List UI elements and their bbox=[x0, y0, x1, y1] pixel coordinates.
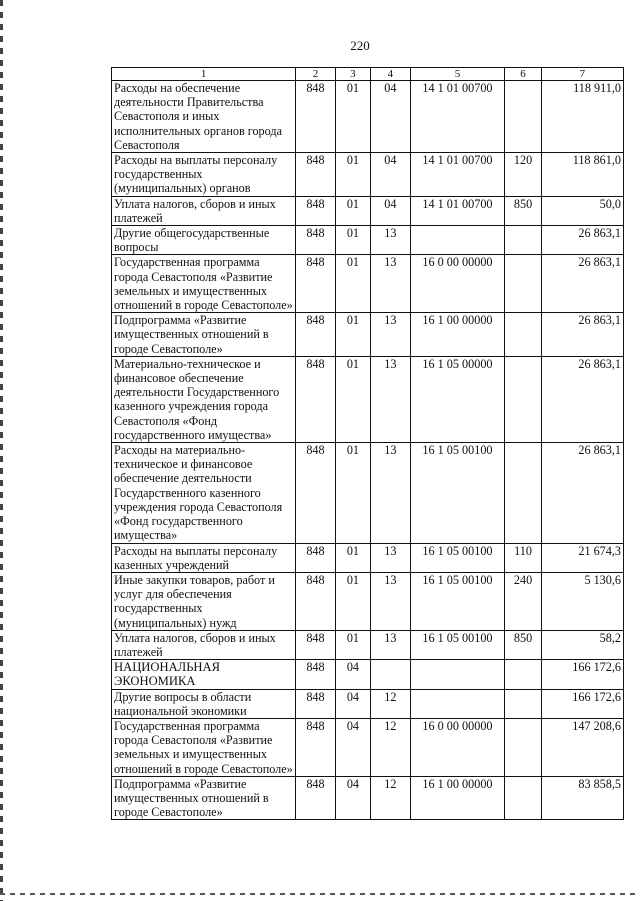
row-section: 01 bbox=[335, 196, 370, 225]
row-target-article bbox=[410, 226, 505, 255]
row-expense-type: 110 bbox=[505, 543, 541, 572]
row-section: 01 bbox=[335, 356, 370, 442]
row-subsection: 13 bbox=[371, 313, 411, 357]
row-ministry-code: 848 bbox=[296, 572, 336, 630]
row-target-article: 16 1 05 00100 bbox=[410, 543, 505, 572]
row-subsection: 04 bbox=[371, 153, 411, 197]
scan-edge-bottom bbox=[0, 893, 640, 895]
row-ministry-code: 848 bbox=[296, 255, 336, 313]
row-expense-type bbox=[505, 81, 541, 153]
col-header-7: 7 bbox=[541, 68, 623, 81]
table-row bbox=[112, 196, 624, 225]
row-section: 01 bbox=[335, 313, 370, 357]
row-ministry-code: 848 bbox=[296, 776, 336, 820]
table-row bbox=[112, 313, 624, 357]
row-expense-type: 120 bbox=[505, 153, 541, 197]
row-name: Расходы на выплаты персоналу государственных (муниципальных) органов bbox=[112, 153, 296, 197]
row-target-article bbox=[410, 689, 505, 718]
row-name: НАЦИОНАЛЬНАЯ ЭКОНОМИКА bbox=[112, 660, 296, 689]
table-row bbox=[112, 543, 624, 572]
row-subsection: 13 bbox=[371, 630, 411, 659]
row-name: Расходы на обеспечение деятельности Правительства Севастополя и иных исполнительных органов города Севастополя bbox=[112, 81, 296, 153]
row-target-article: 14 1 01 00700 bbox=[410, 153, 505, 197]
row-target-article: 16 1 05 00100 bbox=[410, 443, 505, 543]
row-ministry-code: 848 bbox=[296, 81, 336, 153]
table-row bbox=[112, 718, 624, 776]
row-ministry-code: 848 bbox=[296, 543, 336, 572]
row-expense-type: 850 bbox=[505, 630, 541, 659]
row-section: 04 bbox=[335, 718, 370, 776]
table-row bbox=[112, 356, 624, 442]
row-target-article: 16 1 05 00000 bbox=[410, 356, 505, 442]
row-amount: 5 130,6 bbox=[541, 572, 623, 630]
table-row bbox=[112, 572, 624, 630]
row-expense-type bbox=[505, 443, 541, 543]
row-section: 01 bbox=[335, 543, 370, 572]
row-section: 01 bbox=[335, 443, 370, 543]
row-subsection: 04 bbox=[371, 81, 411, 153]
row-expense-type bbox=[505, 356, 541, 442]
table-row bbox=[112, 226, 624, 255]
row-target-article: 16 1 00 00000 bbox=[410, 776, 505, 820]
row-amount: 50,0 bbox=[541, 196, 623, 225]
row-subsection: 13 bbox=[371, 572, 411, 630]
row-target-article: 16 0 00 00000 bbox=[410, 255, 505, 313]
row-subsection: 12 bbox=[371, 776, 411, 820]
row-section: 01 bbox=[335, 572, 370, 630]
row-subsection bbox=[371, 660, 411, 689]
row-amount: 26 863,1 bbox=[541, 226, 623, 255]
row-amount: 21 674,3 bbox=[541, 543, 623, 572]
row-subsection: 12 bbox=[371, 718, 411, 776]
row-amount: 118 911,0 bbox=[541, 81, 623, 153]
col-header-4: 4 bbox=[371, 68, 411, 81]
row-target-article: 16 0 00 00000 bbox=[410, 718, 505, 776]
budget-table bbox=[111, 67, 624, 820]
row-expense-type bbox=[505, 660, 541, 689]
row-name: Расходы на выплаты персоналу казенных учреждений bbox=[112, 543, 296, 572]
table-body bbox=[112, 81, 624, 820]
row-subsection: 13 bbox=[371, 255, 411, 313]
row-section: 01 bbox=[335, 226, 370, 255]
table-row bbox=[112, 153, 624, 197]
row-amount: 26 863,1 bbox=[541, 255, 623, 313]
row-subsection: 13 bbox=[371, 443, 411, 543]
row-ministry-code: 848 bbox=[296, 153, 336, 197]
table-row bbox=[112, 81, 624, 153]
table-row bbox=[112, 776, 624, 820]
row-section: 01 bbox=[335, 81, 370, 153]
row-ministry-code: 848 bbox=[296, 313, 336, 357]
row-ministry-code: 848 bbox=[296, 660, 336, 689]
row-section: 01 bbox=[335, 630, 370, 659]
row-subsection: 12 bbox=[371, 689, 411, 718]
row-name: Государственная программа города Севастополя «Развитие земельных и имущественных отношений в городе Севастополе» bbox=[112, 718, 296, 776]
scan-edge-left bbox=[0, 0, 3, 901]
row-expense-type bbox=[505, 313, 541, 357]
table-row bbox=[112, 689, 624, 718]
row-amount: 166 172,6 bbox=[541, 689, 623, 718]
row-subsection: 13 bbox=[371, 543, 411, 572]
row-amount: 83 858,5 bbox=[541, 776, 623, 820]
row-section: 04 bbox=[335, 689, 370, 718]
row-section: 04 bbox=[335, 660, 370, 689]
row-ministry-code: 848 bbox=[296, 356, 336, 442]
table-header-row bbox=[112, 68, 624, 81]
row-name: Подпрограмма «Развитие имущественных отношений в городе Севастополе» bbox=[112, 776, 296, 820]
row-name: Подпрограмма «Развитие имущественных отношений в городе Севастополе» bbox=[112, 313, 296, 357]
row-target-article: 16 1 05 00100 bbox=[410, 630, 505, 659]
row-name: Уплата налогов, сборов и иных платежей bbox=[112, 630, 296, 659]
col-header-6: 6 bbox=[505, 68, 541, 81]
table-row bbox=[112, 660, 624, 689]
row-target-article: 14 1 01 00700 bbox=[410, 196, 505, 225]
row-amount: 147 208,6 bbox=[541, 718, 623, 776]
row-target-article bbox=[410, 660, 505, 689]
row-target-article: 16 1 00 00000 bbox=[410, 313, 505, 357]
row-subsection: 04 bbox=[371, 196, 411, 225]
row-expense-type bbox=[505, 689, 541, 718]
page-number: 220 bbox=[350, 38, 370, 53]
row-subsection: 13 bbox=[371, 356, 411, 442]
col-header-1: 1 bbox=[112, 68, 296, 81]
row-name: Материально-техническое и финансовое обеспечение деятельности Государственного казенного учреждения города Севастополя «Фонд государственного имущества» bbox=[112, 356, 296, 442]
col-header-3: 3 bbox=[335, 68, 370, 81]
row-amount: 58,2 bbox=[541, 630, 623, 659]
row-ministry-code: 848 bbox=[296, 226, 336, 255]
row-expense-type bbox=[505, 226, 541, 255]
row-expense-type: 850 bbox=[505, 196, 541, 225]
row-section: 04 bbox=[335, 776, 370, 820]
row-name: Иные закупки товаров, работ и услуг для обеспечения государственных (муниципальных) нужд bbox=[112, 572, 296, 630]
row-amount: 26 863,1 bbox=[541, 356, 623, 442]
row-name: Расходы на материально-техническое и финансовое обеспечение деятельности Государственного казенного учреждения города Севастополя «Фонд государственного имущества» bbox=[112, 443, 296, 543]
row-name: Уплата налогов, сборов и иных платежей bbox=[112, 196, 296, 225]
row-amount: 26 863,1 bbox=[541, 443, 623, 543]
row-ministry-code: 848 bbox=[296, 718, 336, 776]
col-header-2: 2 bbox=[296, 68, 336, 81]
row-ministry-code: 848 bbox=[296, 443, 336, 543]
table-row bbox=[112, 255, 624, 313]
row-amount: 118 861,0 bbox=[541, 153, 623, 197]
row-expense-type bbox=[505, 776, 541, 820]
row-expense-type bbox=[505, 255, 541, 313]
row-expense-type bbox=[505, 718, 541, 776]
row-amount: 166 172,6 bbox=[541, 660, 623, 689]
table-row bbox=[112, 630, 624, 659]
table-row bbox=[112, 443, 624, 543]
row-target-article: 14 1 01 00700 bbox=[410, 81, 505, 153]
row-target-article: 16 1 05 00100 bbox=[410, 572, 505, 630]
row-subsection: 13 bbox=[371, 226, 411, 255]
row-expense-type: 240 bbox=[505, 572, 541, 630]
row-name: Другие вопросы в области национальной экономики bbox=[112, 689, 296, 718]
row-ministry-code: 848 bbox=[296, 630, 336, 659]
row-name: Другие общегосударственные вопросы bbox=[112, 226, 296, 255]
row-section: 01 bbox=[335, 153, 370, 197]
row-ministry-code: 848 bbox=[296, 196, 336, 225]
row-amount: 26 863,1 bbox=[541, 313, 623, 357]
row-ministry-code: 848 bbox=[296, 689, 336, 718]
row-name: Государственная программа города Севастополя «Развитие земельных и имущественных отношений в городе Севастополе» bbox=[112, 255, 296, 313]
row-section: 01 bbox=[335, 255, 370, 313]
col-header-5: 5 bbox=[410, 68, 505, 81]
